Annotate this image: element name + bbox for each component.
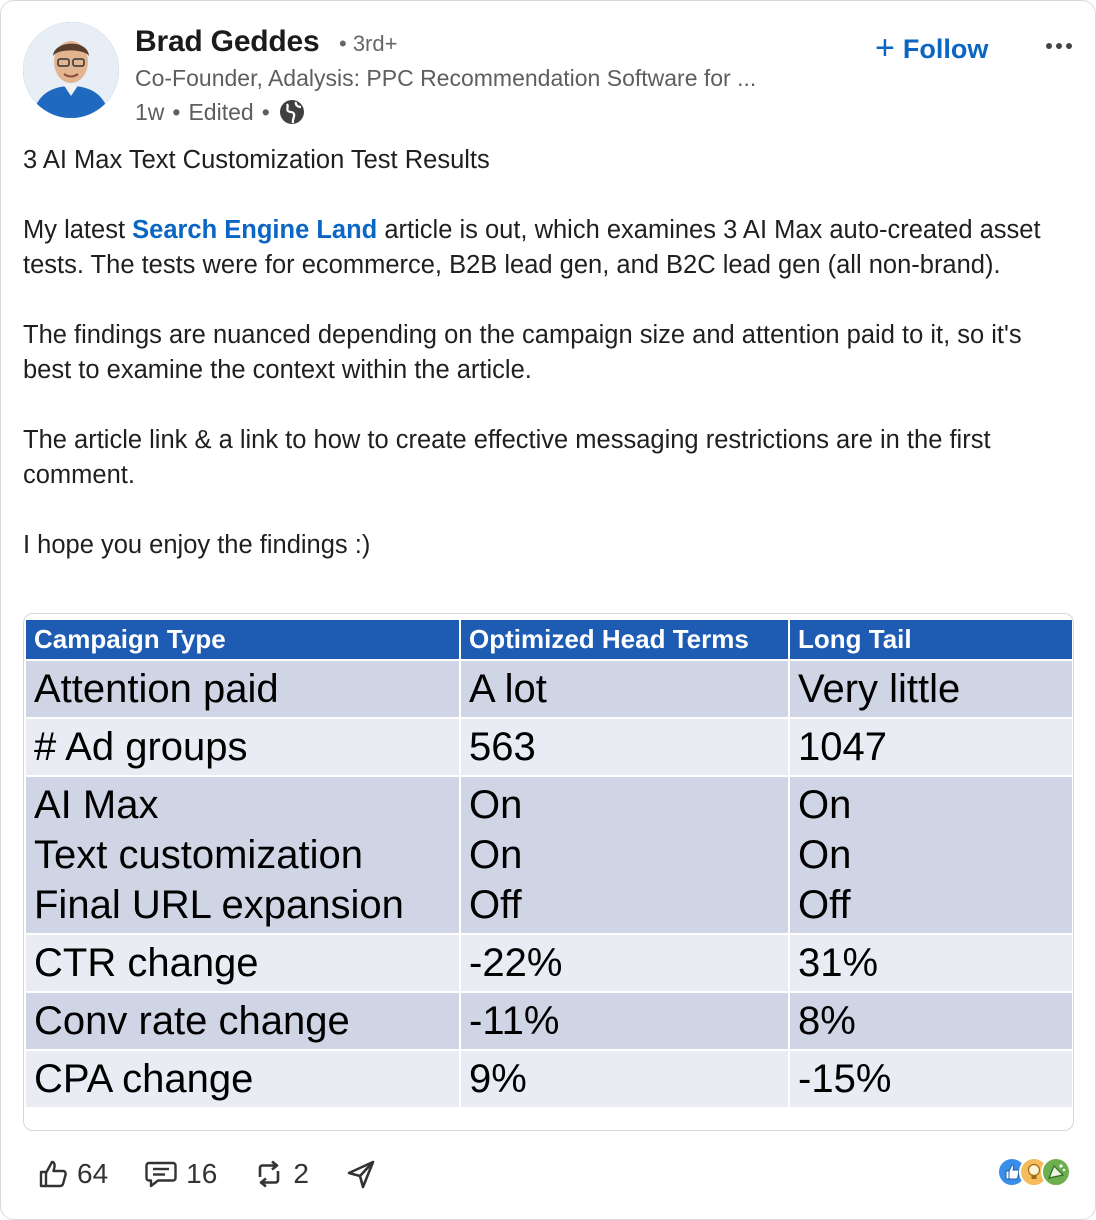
comment-icon	[144, 1158, 178, 1190]
row-label: Attention paid	[26, 660, 460, 718]
head-terms-value: A lot	[460, 660, 789, 718]
paragraph-text: My latest	[23, 216, 133, 244]
value-line: On	[469, 783, 523, 827]
long-tail-value: 31%	[789, 934, 1072, 992]
post-text	[23, 143, 1073, 598]
more-icon[interactable]	[1041, 31, 1077, 61]
table-row	[26, 934, 1072, 992]
post-paragraph-1	[23, 213, 1073, 283]
long-tail-value: 8%	[789, 992, 1072, 1050]
row-label-line: AI Max	[34, 783, 159, 827]
row-label: CTR change	[26, 934, 460, 992]
send-icon	[345, 1158, 377, 1190]
value-line: On	[469, 833, 523, 877]
follow-label: Follow	[902, 33, 989, 64]
repost-button[interactable]	[253, 1158, 309, 1190]
value-line: On	[798, 783, 852, 827]
like-count: 64	[77, 1158, 109, 1189]
repost-count: 2	[293, 1158, 309, 1189]
celebrate-reaction-icon	[1041, 1157, 1071, 1187]
table-header-campaign-type: Campaign Type	[26, 620, 460, 660]
like-button[interactable]	[37, 1158, 108, 1190]
connection-degree: • 3rd+	[339, 31, 398, 56]
meta-separator: •	[261, 98, 270, 125]
row-label: Conv rate change	[26, 992, 460, 1050]
row-label-line: Final URL expansion	[34, 883, 404, 927]
table-row	[26, 660, 1072, 718]
post-title-line: 3 AI Max Text Customization Test Results	[23, 146, 490, 174]
search-engine-land-link[interactable]: Search Engine Land	[132, 216, 378, 244]
paragraph-text: article is out, which examines 3 AI Max auto-created asset tests. The tests were for ecommerce, B2B lead gen, and B2C lead gen (all non-brand).	[23, 216, 1041, 279]
follow-button[interactable]	[875, 29, 988, 69]
head-terms-value	[460, 776, 789, 934]
results-table	[26, 620, 1072, 1109]
post-paragraph-4: I hope you enjoy the findings :)	[23, 531, 371, 559]
head-terms-value: 563	[460, 718, 789, 776]
repost-icon	[253, 1158, 285, 1190]
author-avatar[interactable]	[23, 22, 119, 118]
head-terms-value: -22%	[460, 934, 789, 992]
table-row	[26, 992, 1072, 1050]
table-row	[26, 1050, 1072, 1108]
value-line: Off	[469, 883, 522, 927]
comment-button[interactable]	[144, 1158, 217, 1190]
row-label: CPA change	[26, 1050, 460, 1108]
post-image[interactable]	[23, 613, 1074, 1131]
comment-count: 16	[186, 1158, 218, 1189]
reaction-summary[interactable]	[997, 1157, 1075, 1189]
long-tail-value: Very little	[789, 660, 1072, 718]
table-row	[26, 776, 1072, 934]
post-paragraph-2: The findings are nuanced depending on the campaign size and attention paid to it, so it's best to examine the context within the article.	[23, 321, 1022, 384]
author-name[interactable]: Brad Geddes	[135, 25, 320, 58]
post-time: 1w	[135, 98, 165, 125]
social-actions	[37, 1151, 413, 1197]
like-icon	[37, 1158, 69, 1190]
meta-separator: •	[172, 98, 181, 125]
post-meta	[135, 98, 306, 126]
long-tail-value: 1047	[789, 718, 1072, 776]
value-line: On	[798, 833, 852, 877]
table-header-long-tail: Long Tail	[789, 620, 1072, 660]
globe-icon	[278, 98, 306, 126]
send-button[interactable]	[345, 1158, 377, 1190]
row-label	[26, 776, 460, 934]
long-tail-value	[789, 776, 1072, 934]
author-headline: Co-Founder, Adalysis: PPC Recommendation Software for ...	[135, 65, 757, 91]
row-label-line: Text customization	[34, 833, 364, 877]
post-paragraph-3: The article link & a link to how to create effective messaging restrictions are in the first comment.	[23, 426, 991, 489]
head-terms-value: 9%	[460, 1050, 789, 1108]
table-header-head-terms: Optimized Head Terms	[460, 620, 789, 660]
row-label: # Ad groups	[26, 718, 460, 776]
plus-icon: +	[875, 28, 895, 67]
table-row	[26, 718, 1072, 776]
value-line: Off	[798, 883, 851, 927]
head-terms-value: -11%	[460, 992, 789, 1050]
edited-label: Edited	[188, 98, 254, 125]
long-tail-value: -15%	[789, 1050, 1072, 1108]
